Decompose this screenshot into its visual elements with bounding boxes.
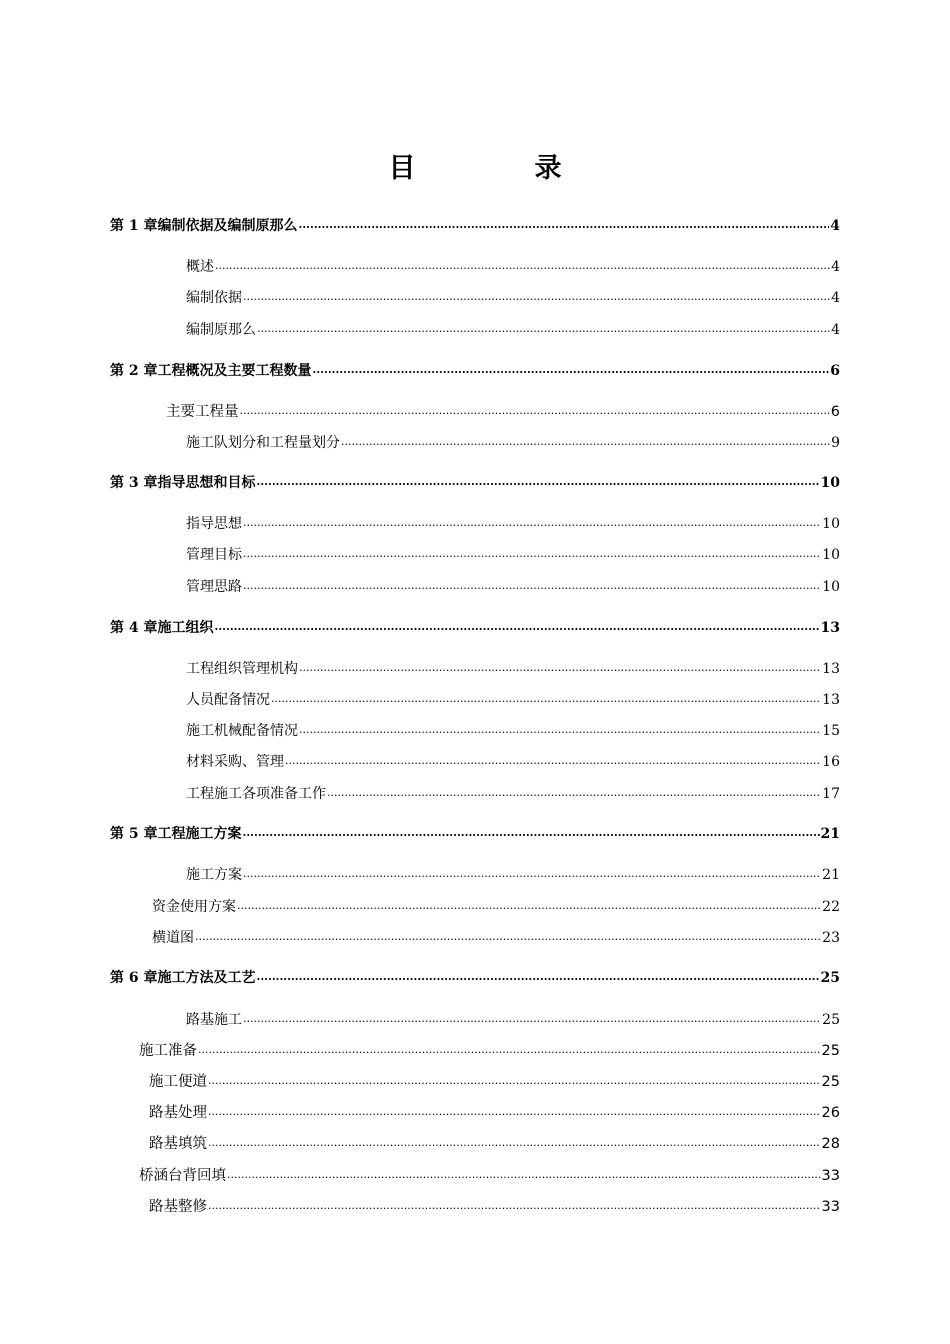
toc-chapter-entry[interactable]	[110, 968, 840, 988]
toc-dot-leader	[243, 576, 821, 596]
toc-dot-leader	[257, 319, 830, 339]
toc-chapter-entry[interactable]	[110, 361, 840, 381]
toc-section-entry[interactable]	[186, 1010, 840, 1030]
toc-entry-label: 工程组织管理机构	[186, 661, 298, 677]
toc-section-entry[interactable]	[186, 690, 840, 710]
toc-dot-leader	[327, 783, 821, 803]
toc-page-number: 16	[822, 754, 840, 770]
toc-chapter-number: 第 3 章	[110, 475, 158, 491]
toc-section-entry[interactable]	[186, 784, 840, 804]
toc-page-number: 6	[830, 404, 840, 420]
toc-dot-leader	[299, 215, 830, 235]
toc-dot-leader	[243, 1009, 821, 1029]
toc-section-entry[interactable]	[149, 1197, 840, 1217]
toc-dot-leader	[237, 896, 821, 916]
toc-section-entry[interactable]	[186, 659, 840, 679]
toc-dot-leader	[215, 256, 830, 276]
toc-page-number: 6	[830, 363, 840, 379]
toc-entry-label: 工程施工各项准备工作	[186, 786, 326, 802]
toc-entry-label: 材料采购、管理	[186, 754, 284, 770]
toc-section-entry[interactable]	[166, 402, 840, 422]
toc-page-number: 4	[830, 218, 840, 234]
toc-page-number: 10	[822, 547, 840, 563]
toc-entry-label: 资金使用方案	[152, 899, 236, 915]
toc-page-number: 25	[820, 970, 840, 986]
toc-page-number: 26	[821, 1105, 840, 1121]
toc-section-entry[interactable]	[186, 288, 840, 308]
toc-entry-label: 编制依据及编制原那么	[157, 218, 298, 234]
toc-section-entry[interactable]	[186, 752, 840, 772]
toc-dot-leader	[208, 1071, 821, 1091]
toc-section-entry[interactable]	[186, 577, 840, 597]
toc-dot-leader	[198, 1040, 821, 1060]
toc-dot-leader	[243, 513, 821, 533]
toc-dot-leader	[313, 360, 830, 380]
toc-entry-label: 指导思想和目标	[157, 475, 256, 491]
toc-entry-label: 施工组织	[157, 620, 214, 636]
toc-page-number: 25	[821, 1043, 840, 1059]
toc-page-number: 33	[821, 1168, 840, 1184]
toc-section-entry[interactable]	[139, 1041, 840, 1061]
toc-chapter-entry[interactable]	[110, 824, 840, 844]
toc-entry-label: 桥涵台背回填	[139, 1168, 226, 1184]
toc-dot-leader	[299, 720, 821, 740]
toc-dot-leader	[208, 1133, 821, 1153]
toc-entry-label: 人员配备情况	[186, 692, 270, 708]
toc-dot-leader	[227, 1165, 821, 1185]
toc-page-number: 10	[822, 579, 840, 595]
toc-chapter-entry[interactable]	[110, 473, 840, 493]
toc-page-number: 22	[822, 899, 840, 915]
toc-page-number: 10	[822, 516, 840, 532]
toc-entry-label: 管理思路	[186, 579, 242, 595]
toc-entry-label: 施工机械配备情况	[186, 723, 298, 739]
toc-entry-label: 路基施工	[186, 1012, 242, 1028]
toc-section-entry[interactable]	[186, 433, 840, 453]
toc-section-entry[interactable]	[152, 897, 840, 917]
toc-entry-label: 横道图	[152, 930, 194, 946]
toc-page-number: 9	[831, 435, 840, 451]
toc-dot-leader	[257, 472, 820, 492]
toc-page-number: 33	[821, 1199, 840, 1215]
toc-entry-label: 路基处理	[149, 1105, 207, 1121]
toc-dot-leader	[271, 689, 821, 709]
toc-entry-label: 指导思想	[186, 516, 242, 532]
toc-dot-leader	[257, 967, 820, 987]
toc-chapter-number: 第 1 章	[110, 218, 158, 234]
toc-dot-leader	[208, 1102, 821, 1122]
toc-section-entry[interactable]	[149, 1134, 840, 1154]
toc-dot-leader	[243, 864, 821, 884]
toc-page-number: 4	[831, 259, 840, 275]
toc-title: 目 录	[388, 153, 608, 184]
toc-page-number: 4	[831, 290, 840, 306]
toc-entry-label: 施工方案	[186, 867, 242, 883]
toc-section-entry[interactable]	[186, 320, 840, 340]
toc-dot-leader	[208, 1196, 821, 1216]
toc-entry-label: 施工准备	[139, 1043, 197, 1059]
toc-page-number: 13	[822, 661, 840, 677]
toc-section-entry[interactable]	[149, 1072, 840, 1092]
toc-page-number: 23	[822, 930, 840, 946]
toc-entry-label: 施工队划分和工程量划分	[186, 435, 340, 451]
toc-page-number: 10	[820, 475, 840, 491]
toc-page-number: 21	[822, 867, 840, 883]
toc-entry-label: 编制依据	[186, 290, 242, 306]
toc-dot-leader	[215, 617, 820, 637]
toc-dot-leader	[285, 751, 821, 771]
toc-entry-label: 路基填筑	[149, 1136, 207, 1152]
toc-section-entry[interactable]	[186, 721, 840, 741]
toc-chapter-number: 第 4 章	[110, 620, 158, 636]
toc-page-number: 13	[820, 620, 840, 636]
toc-dot-leader	[299, 658, 821, 678]
toc-section-entry[interactable]	[186, 257, 840, 277]
toc-chapter-number: 第 5 章	[110, 826, 158, 842]
toc-page-number: 28	[821, 1136, 840, 1152]
toc-page-number: 13	[822, 692, 840, 708]
toc-entry-label: 工程施工方案	[157, 826, 242, 842]
toc-chapter-number: 第 6 章	[110, 970, 158, 986]
toc-section-entry[interactable]	[186, 865, 840, 885]
toc-chapter-entry[interactable]	[110, 216, 840, 236]
toc-entry-label: 路基整修	[149, 1199, 207, 1215]
toc-page-number: 21	[820, 826, 840, 842]
toc-entry-label: 施工方法及工艺	[157, 970, 256, 986]
toc-dot-leader	[341, 432, 830, 452]
toc-dot-leader	[243, 287, 830, 307]
toc-dot-leader	[243, 544, 821, 564]
toc-page-number: 4	[831, 322, 840, 338]
toc-entry-label: 工程概况及主要工程数量	[157, 363, 312, 379]
toc-section-entry[interactable]	[152, 928, 840, 948]
toc-section-entry[interactable]	[186, 545, 840, 565]
toc-dot-leader	[240, 401, 830, 421]
toc-dot-leader	[243, 823, 820, 843]
toc-dot-leader	[195, 927, 821, 947]
toc-entry-label: 管理目标	[186, 547, 242, 563]
toc-section-entry[interactable]	[149, 1103, 840, 1123]
toc-page-number: 15	[822, 723, 840, 739]
toc-chapter-entry[interactable]	[110, 618, 840, 638]
toc-section-entry[interactable]	[186, 514, 840, 534]
toc-chapter-number: 第 2 章	[110, 363, 158, 379]
toc-page-number: 25	[821, 1074, 840, 1090]
toc-entry-label: 概述	[186, 259, 214, 275]
toc-entry-label: 施工便道	[149, 1074, 207, 1090]
toc-entry-label: 编制原那么	[186, 322, 256, 338]
toc-page-number: 17	[822, 786, 840, 802]
toc-section-entry[interactable]	[139, 1166, 840, 1186]
toc-page-number: 25	[822, 1012, 840, 1028]
toc-entry-label: 主要工程量	[166, 404, 239, 420]
